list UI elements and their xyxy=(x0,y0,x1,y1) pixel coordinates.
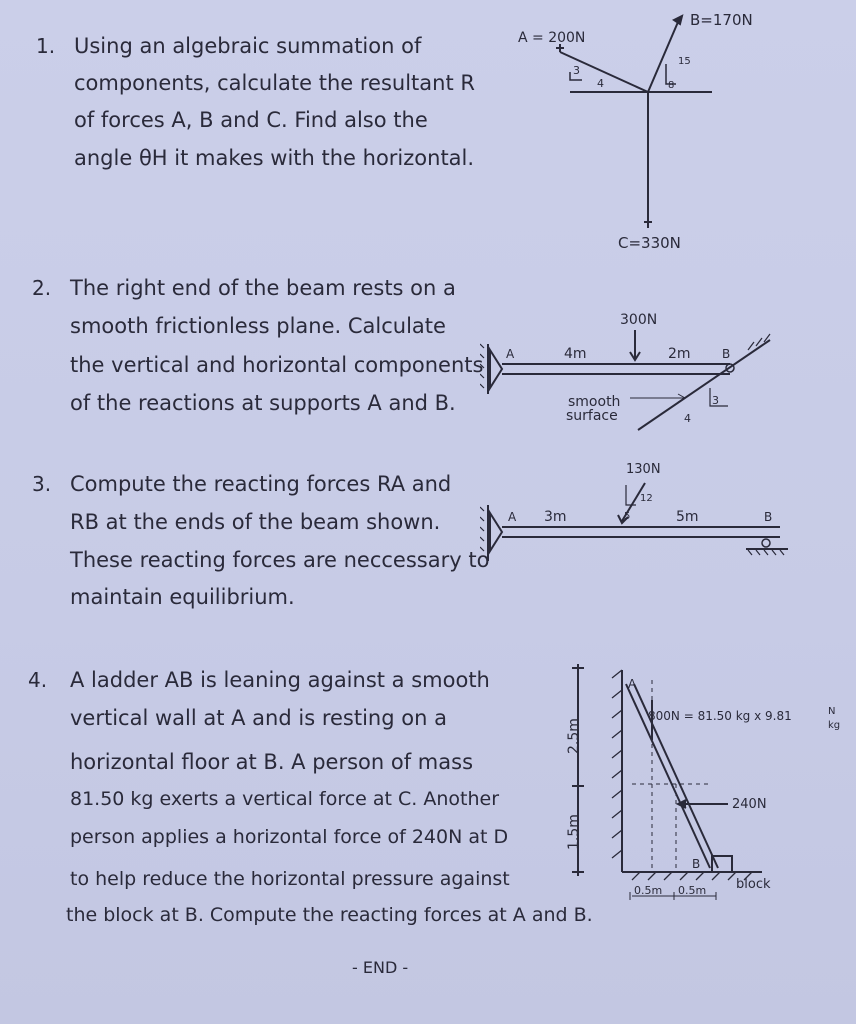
surface-label-1: smooth xyxy=(568,394,621,410)
label-a: A xyxy=(628,677,637,691)
end-marker: - END - xyxy=(352,958,409,977)
problem-4-line-2: vertical wall at A and is resting on a xyxy=(70,706,447,730)
force-b-label: B=170N xyxy=(690,11,753,29)
block-label: block xyxy=(736,877,771,892)
problem-4-line-7: the block at B. Compute the reacting forces at A and B. xyxy=(66,904,593,926)
surface-label-2: surface xyxy=(566,408,618,424)
dist-a-label: 3m xyxy=(544,509,567,525)
problem-3-line-2: RB at the ends of the beam shown. xyxy=(70,510,441,534)
problem-2-line-2: smooth frictionless plane. Calculate xyxy=(70,314,446,338)
problem-1-figure xyxy=(500,0,760,260)
problem-2-figure xyxy=(480,300,780,440)
problem-3-line-1: Compute the reacting forces RA and xyxy=(70,472,452,496)
slope-4: 4 xyxy=(684,412,691,425)
problem-4-line-3: horizontal floor at B. A person of mass xyxy=(70,750,474,774)
problem-1-line-2: components, calculate the resultant R xyxy=(74,71,475,95)
problem-2-line-1: The right end of the beam rests on a xyxy=(70,276,456,300)
problem-2-line-4: of the reactions at supports A and B. xyxy=(70,391,456,415)
problem-4-line-1: A ladder AB is leaning against a smooth xyxy=(70,668,490,692)
height-lower-label: 1.5m xyxy=(566,814,582,850)
slope-12: 12 xyxy=(640,493,653,504)
load-label: 130N xyxy=(626,462,661,477)
label-b: B xyxy=(764,510,773,524)
problem-2-number: 2. xyxy=(32,276,52,300)
label-b: B xyxy=(692,857,701,871)
problem-3-number: 3. xyxy=(32,472,52,496)
horizontal-force-label: 240N xyxy=(732,797,767,812)
problem-3-line-4: maintain equilibrium. xyxy=(70,585,295,609)
label-a: A xyxy=(508,510,517,524)
load-label: 300N xyxy=(620,312,658,328)
slope-a-3: 3 xyxy=(573,64,580,77)
problem-1-line-4: angle θH it makes with the horizontal. xyxy=(74,146,475,170)
slope-3: 3 xyxy=(712,394,719,407)
problem-4-line-6: to help reduce the horizontal pressure against xyxy=(70,868,510,890)
problem-4-figure xyxy=(552,640,856,910)
label-b: B xyxy=(722,347,731,361)
weight-unit-numerator: N xyxy=(828,706,836,717)
problem-1-line-1: Using an algebraic summation of xyxy=(74,34,422,58)
problem-1-line-3: of forces A, B and C. Find also the xyxy=(74,108,428,132)
problem-4-number: 4. xyxy=(28,668,48,692)
slope-b-8: 8 xyxy=(668,80,675,91)
problem-4-line-4: 81.50 kg exerts a vertical force at C. Another xyxy=(70,788,500,810)
dist-1-label: 0.5m xyxy=(634,884,663,897)
problem-4-line-5: person applies a horizontal force of 240N at D xyxy=(70,826,509,848)
problem-2-line-3: the vertical and horizontal components xyxy=(70,353,484,377)
problem-3-figure xyxy=(480,455,800,585)
problem-1-number: 1. xyxy=(36,34,56,58)
dist-a-label: 4m xyxy=(564,346,587,362)
slope-b-15: 15 xyxy=(678,56,691,67)
weight-label: 800N = 81.50 kg x 9.81 xyxy=(648,709,792,723)
dist-b-label: 5m xyxy=(676,509,699,525)
problem-1-text xyxy=(36,36,506,186)
label-a: A xyxy=(506,347,515,361)
dist-b-label: 2m xyxy=(668,346,691,362)
slope-5: 5 xyxy=(624,511,631,522)
problem-3-text xyxy=(32,472,490,624)
slope-a-4: 4 xyxy=(597,77,604,90)
problem-2-text xyxy=(32,278,482,428)
force-c-label: C=330N xyxy=(618,234,681,252)
force-a-label: A = 200N xyxy=(518,30,586,46)
height-upper-label: 2.5m xyxy=(566,718,582,754)
problem-3-line-3: These reacting forces are neccessary to xyxy=(70,548,490,572)
problem-4-text xyxy=(28,668,593,940)
dist-2-label: 0.5m xyxy=(678,884,707,897)
weight-unit-denominator: kg xyxy=(828,720,841,731)
